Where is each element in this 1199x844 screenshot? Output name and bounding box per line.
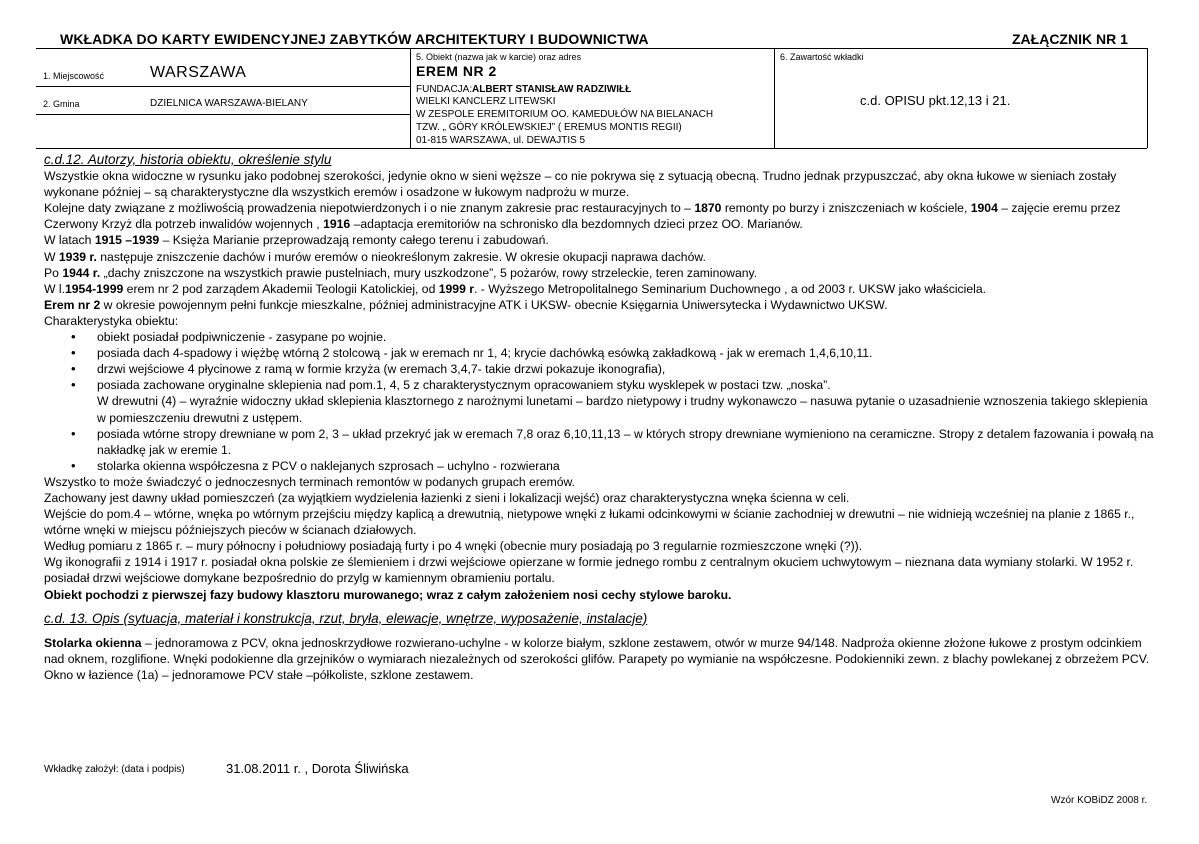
paragraph: W l.1954-1999 erem nr 2 pod zarządem Akademii Teologii Katolickiej, od 1999 r. - Wyższego Metropolitalnego Seminarium Duchownego , a od 2003 r. UKSW jako właściciela. bbox=[44, 281, 986, 296]
field-obiekt-founder: ALBERT STANISŁAW RADZIWIŁŁ bbox=[472, 84, 632, 95]
paragraph: Po 1944 r. „dachy zniszczone na wszystkich prawie pustelniach, mury uszkodzone”, 5 pożarów, rowy strzeleckie, teren zaminowany. bbox=[44, 265, 758, 280]
field-obiekt-address: 01-815 WARSZAWA, ul. DEWAJTIS 5 bbox=[416, 135, 586, 146]
paragraph: Według pomiaru z 1865 r. – mury północny i południowy posiadają furty i po 4 wnęki (obecnie mury posiadają po 3 regularnie rozmieszczone wnęki (?)). bbox=[44, 539, 863, 554]
list-item: • obiekt posiadał podpiwniczenie - zasypane po wojnie. bbox=[44, 329, 1154, 345]
paragraph: Kolejne daty związane z możliwością prowadzenia niepotwierdzonych i o nie znanym zakresie prac restauracyjnych to – 1870 remonty po burzy i zniszczeniach w kościele, 1904 – zajęcie eremu przez Czerwony Krzyż dla potrzeb inwalidów wojennych , 1916 –adaptacja eremitoriów na schronisko dla bezdomnych dzieci przez OO. Marianów. bbox=[44, 201, 1121, 232]
spacer bbox=[44, 603, 1154, 611]
list-item: • posiada wtórne stropy drewniane w pom 2, 3 – układ przekryć jak w eremach 7,8 oraz 6,10,11,13 – w których stropy drewniane wymieniono na ceramiczne. Stropy z detalem fazowania i powałą na nakładkę jak w eremie 1. bbox=[44, 426, 1154, 458]
paragraph: Wszystko to może świadczyć o jednoczesnych terminach remontów w podanych grupach eremów. bbox=[44, 474, 576, 489]
form-pattern-label: Wzór KOBiDZ 2008 r. bbox=[1051, 795, 1148, 806]
paragraph: Wszystkie okna widoczne w rysunku jako podobnej szerokości, jedynie okno w sieni węższe – co nie pokrywa się z sytuacją obecną. Trudno jednak przypuszczać, aby okna łukowe w sieniach zostały wykonane później – są charakterystyczne dla wszystkich eremów i osadzone w łukowym nadprożu w murze. bbox=[44, 169, 1117, 200]
section-13-title: c.d. 13. Opis (sytuacja, materiał i konstrukcja, rzut, bryła, elewacje, wnętrze, wyposażenie, instalacje) bbox=[44, 610, 648, 626]
paragraph: Stolarka okienna – jednoramowa z PCV, okna jednoskrzydłowe rozwierano-uchylne - w kolorze białym, szklone zestawem, otwór w murze 94/148. Nadproża okienne złożone łukowe z prostym odcinkiem nad oknem, rozglifione. Wnęki podokienne dla grzejników o wymiarach niezależnych od szerokości glifów. Parapety po wymianie na współczesne. Podokienniki zewn. z blachy powlekanej z obrzeżem PCV. bbox=[44, 635, 1150, 666]
section-12-title: c.d.12. Autorzy, historia obiektu, określenie stylu bbox=[44, 152, 332, 167]
grid-divider bbox=[36, 114, 410, 115]
field-miejscowosc-label: 1. Miejscowość bbox=[43, 71, 105, 81]
paragraph: Charakterystyka obiektu: bbox=[44, 313, 179, 328]
field-obiekt-name: EREM NR 2 bbox=[416, 63, 497, 79]
signature-label: Wkładkę założył: (data i podpis) bbox=[44, 764, 185, 775]
field-obiekt-line: W ZESPOLE EREMITORIUM OO. KAMEDUŁÓW NA BIELANACH bbox=[416, 109, 714, 120]
characteristics-list bbox=[44, 426, 1154, 474]
field-obiekt-line: TZW. „ GÓRY KRÓLEWSKIEJ” ( EREMUS MONTIS REGII) bbox=[416, 122, 682, 133]
field-zawartosc-label: 6. Zawartość wkładki bbox=[780, 52, 864, 62]
list-item: • posiada zachowane oryginalne sklepienia nad pom.1, 4, 5 z charakterystycznym opracowaniem styku wysklepek w postaci tzw. „noska”. bbox=[44, 377, 1154, 393]
paragraph: Zachowany jest dawny układ pomieszczeń (za wyjątkiem wydzielenia łazienki z sieni i lokalizacji wejść) oraz charakterystyczna wnęka ścienna w celi. bbox=[44, 490, 850, 505]
grid-divider bbox=[36, 86, 410, 87]
field-miejscowosc-value: WARSZAWA bbox=[150, 64, 247, 81]
header-rule bbox=[36, 48, 1147, 49]
paragraph: Wg ikonografii z 1914 i 1917 r. posiadał okna polskie ze ślemieniem i drzwi wejściowe opierzane w formie jednego rombu z centralnym okuciem uchwytowym – nieznana data wymiany stolarki. W 1952 r. posiadał drzwi wejściowe domykane bezpośrednio do przylg w kamiennym obramieniu portalu. bbox=[44, 555, 1134, 586]
paragraph: Wejście do pom.4 – wtórne, wnęka po wtórnym przejściu między kaplicą a drewutnią, nietypowe wnęki z łukami odcinkowymi w ścianie zachodniej w drewutni – nie widnieją wcześniej na planie z 1865 r., wtórne wnęki w miejscu późniejszych pieców w ścianach działowych. bbox=[44, 507, 1135, 538]
field-obiekt-line: WIELKI KANCLERZ LITEWSKI bbox=[416, 96, 556, 107]
field-obiekt-line: FUNDACJA: bbox=[416, 84, 473, 95]
document-body bbox=[44, 152, 1154, 683]
signature-value: 31.08.2011 r. , Dorota Śliwińska bbox=[226, 761, 409, 776]
grid-divider bbox=[774, 48, 775, 148]
grid-divider bbox=[410, 48, 411, 148]
paragraph: Erem nr 2 w okresie powojennym pełni funkcje mieszkalne, później administracyjne ATK i UKSW- obecnie Księgarnia Uniwersytecka i Wydawnictwo UKSW. bbox=[44, 297, 888, 312]
field-gmina-label: 2. Gmina bbox=[43, 99, 80, 109]
grid-divider bbox=[36, 148, 1147, 149]
list-item: • drzwi wejściowe 4 płycinowe z ramą w formie krzyża (w eremach 3,4,7- takie drzwi pokazuje ikonografia), bbox=[44, 361, 1154, 377]
paragraph: W 1939 r. następuje zniszczenie dachów i murów eremów o nieokreślonym zakresie. W okresie okupacji naprawa dachów. bbox=[44, 249, 706, 264]
field-obiekt-label: 5. Obiekt (nazwa jak w karcie) oraz adres bbox=[416, 52, 582, 62]
field-zawartosc-value: c.d. OPISU pkt.12,13 i 21. bbox=[860, 93, 1011, 108]
list-item-continuation: W drewutni (4) – wyraźnie widoczny układ sklepienia klasztornego z narożnymi lunetami – bardzo nietypowy i trudny wykonawczo – nasuwa pytanie o uzasadnienie wznoszenia takiego sklepienia w pomieszczeniu drewutni z ustępem. bbox=[97, 394, 1148, 425]
paragraph: W latach 1915 –1939 – Księża Marianie przeprowadzają remonty całego terenu i zabudowań. bbox=[44, 233, 549, 248]
spacer bbox=[44, 627, 1154, 635]
list-item: • posiada dach 4-spadowy i więżbę wtórną 2 stolcową - jak w eremach nr 1, 4; krycie dachówką esówką zakładkową - jak w eremach 1,4,6,10,11. bbox=[44, 345, 1154, 361]
conclusion-paragraph: Obiekt pochodzi z pierwszej fazy budowy klasztoru murowanego; wraz z całym założeniem nosi cechy stylowe baroku. bbox=[44, 587, 732, 602]
document-title: WKŁADKA DO KARTY EWIDENCYJNEJ ZABYTKÓW ARCHITEKTURY I BUDOWNICTWA bbox=[60, 31, 649, 47]
field-gmina-value: DZIELNICA WARSZAWA-BIELANY bbox=[150, 98, 308, 109]
annex-label: ZAŁĄCZNIK NR 1 bbox=[1012, 31, 1128, 47]
list-item: • stolarka okienna współczesna z PCV o naklejanych szprosach – uchylno - rozwierana bbox=[44, 458, 1154, 474]
paragraph: Okno w łazience (1a) – jednoramowe PCV stałe –półkoliste, szklone zestawem. bbox=[44, 667, 474, 682]
grid-divider bbox=[1147, 48, 1148, 148]
characteristics-list bbox=[44, 329, 1154, 393]
